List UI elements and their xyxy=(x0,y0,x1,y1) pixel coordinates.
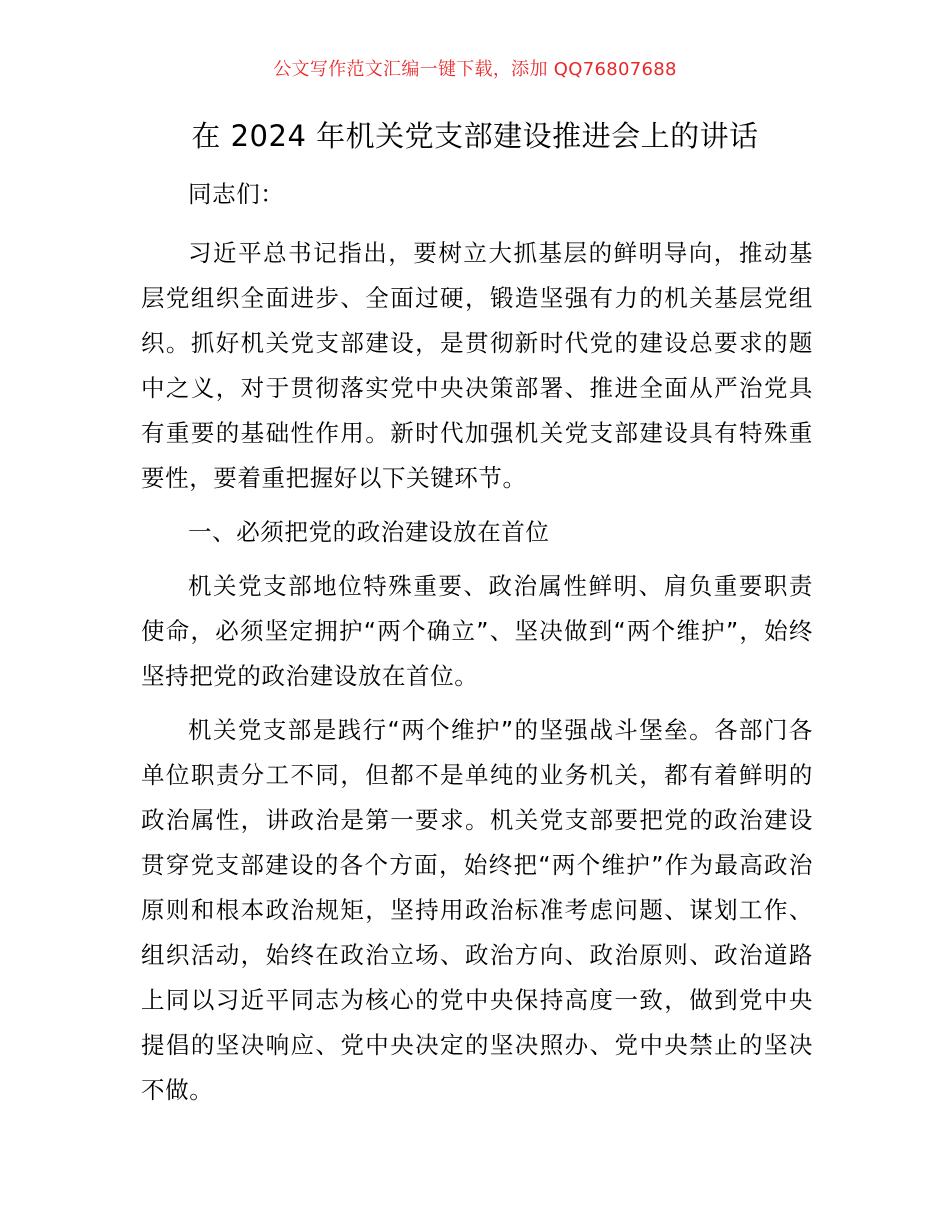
section-heading-1: 一、必须把党的政治建设放在首位 xyxy=(188,518,550,546)
document-body xyxy=(141,172,813,1122)
paragraph-intro: 习近平总书记指出，要树立大抓基层的鲜明导向，推动基层党组织全面进步、全面过硬，锻造坚强有力的机关基层党组织。抓好机关党支部建设，是贯彻新时代党的建设总要求的题中之义，对于贯彻落实党中央决策部署、推进全面从严治党具有重要的基础性作用。新时代加强机关党支部建设具有特殊重要性，要着重把握好以下关键环节。 xyxy=(141,239,813,492)
paragraph-section-1-body: 机关党支部是践行“两个维护”的坚强战斗堡垒。各部门各单位职责分工不同，但都不是单纯的业务机关，都有着鲜明的政治属性，讲政治是第一要求。机关党支部要把党的政治建设贯穿党支部建设的各个方面，始终把“两个维护”作为最高政治原则和根本政治规矩，坚持用政治标准考虑问题、谋划工作、组织活动，始终在政治立场、政治方向、政治原则、政治道路上同以习近平同志为核心的党中央保持高度一致，做到党中央提倡的坚决响应、党中央决定的坚决照办、党中央禁止的坚决不做。 xyxy=(141,716,813,1104)
page-title: 在 2024 年机关党支部建设推进会上的讲话 xyxy=(191,119,759,153)
greeting: 同志们： xyxy=(188,180,285,208)
download-banner: 公文写作范文汇编一键下载，添加 QQ76807688 xyxy=(273,59,677,80)
paragraph-section-1-lead: 机关党支部地位特殊重要、政治属性鲜明、肩负重要职责使命，必须坚定拥护“两个确立”、坚决做到“两个维护”，始终坚持把党的政治建设放在首位。 xyxy=(141,572,813,690)
